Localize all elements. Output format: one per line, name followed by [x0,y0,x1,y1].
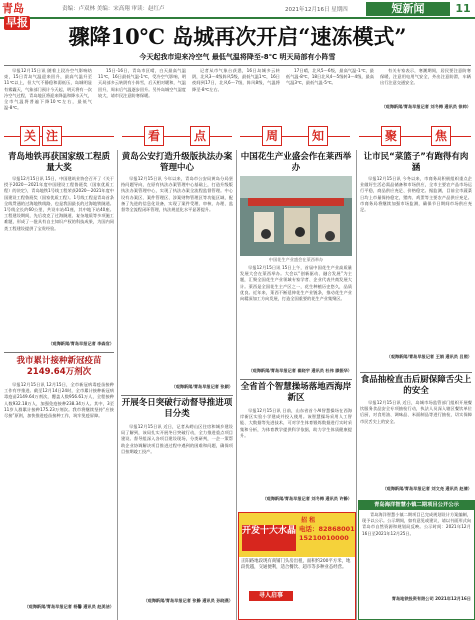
divider [360,372,472,373]
article-body: 早报12月15日讯 近日，岛城市场监管部门组织开展餐饮服务食品安全专项抽检行动，执法人员深入辖区餐饮单位后厨，对食用油、调味品、米面制品等进行抽检，切实保障市民舌尖上的安全。 [360,400,472,424]
lead-paragraph-1: 早报12月15日讯 随着上段冷空气影响结束，15日青岛气温迎来回升，最高气温升至11℃以上，但大气不静稳和弱低压，岛城明显有雾霾天，气象部门预计今天起，明天将有一次冷空气过程，青岛地区将迎来降温和降水天气，全市气温将普遍下降10℃左右，最低气温-8℃。 [4,68,92,111]
editor-credits: 责编：卢双林 美编：宋高翔 审读：赵红卢 [62,6,165,12]
issue-date: 2021年12月16日 星期四 [285,7,348,13]
article-author: （观海新闻/青岛早报记者 刘冬梅 通讯员 许静） [262,496,352,501]
band-char: 知 [308,126,328,146]
column-divider [236,150,237,620]
divider [4,65,471,66]
band-char: 焦 [431,126,451,146]
article-title: 食品抽检直击后厨保障舌尖上的安全 [360,375,472,396]
ad-tag: 寻人启事 [249,591,293,601]
sub-headline: 今天起我市迎来冷空气 最低气温将降至-8℃ 明天局部有小阵雪 [139,53,336,61]
band-char: 看 [144,126,164,146]
photo-caption: 中国花生产业盛会在莱西举办 [268,257,324,262]
band-view [118,123,236,150]
ad-label: 招 租 [301,517,316,524]
article-title: 让市民“菜篮子”有跑得有肉涵 [363,152,469,173]
newspaper-logo: 青岛早报 [2,2,28,29]
lead-paragraph-5: 有关专家表示，寒潮期间，居民要注意防寒保暖，注意用电用气安全，外出注意防滑，车辆出行注意交通安全。 [380,68,471,86]
divider [4,352,114,353]
notice-body: 青岛海洋智慧小镇二期项目已完成规划设计方案编制，现予以公示。公示期间，如有意见或建议，请以书面形式向青岛市自然资源和规划局反映。公示时间：2021年12月16日至2021年12月25日。 [362,512,471,536]
article-body: 早报12月15日讯 今冬以来，市商务局积极组织重点企业做好生活必需品储备和市场供应，全市主要农产品市场运行平稳，商品供应充足、价格稳定。据监测，目前全市蔬菜日均上市量保持稳定，猪肉、鸡蛋等主要农产品供应充足。市商务局将继续加强市场监测，确保节日期间市场供应充足。 [360,176,472,213]
article-body: 早报12月15日讯 近日，记者从崂山区住房和城乡建设局了解到，该局扎实开展冬日突破行动，全力推进重点项目建设。督导组深入各项目建设现场，分类研判，一企一策帮助企业协调解决项目推进过程中遇到的困难和问题，确保项目按期竣工投产。 [121,424,233,454]
main-headline: 骤降10℃ 岛城再次开启“速冻模式” [68,24,407,49]
band-gather [355,123,475,150]
article-title: 开展冬日突破行动督导推进项目分类 [121,398,233,419]
article-body: 早报12月15日讯 15日上午，首届中国花生产业高质量发展大会在莱西举办。大会以“创新驱动、融合发展”为主题，汇聚全国花生产业领域专家学者、企业代表共商发展大计。莱西是全国花生主产区之一，花生种植历史悠久，品质优良。近年来，莱西不断延伸花生产业链条，推动花生产业向精深加工方向发展，打造全国重要的花生产业集聚区。 [240,265,352,302]
article-author: （观海新闻/青岛早报记者 杨馨 通讯员 赵美洁） [24,604,114,609]
article-body: 早报12月15日讯 12月15日，全市新冠病毒疫苗接种工作有序推进。截至12月14日24时，全市累计接种新冠病毒疫苗2149.64万剂次，覆盖人数956.61万人，全程接种人数932.18万人，加强免疫接种238.34万人。其中，3至11岁人群累计接种175.23万剂次。我市将继续坚持“应接尽接”原则，加快推进疫苗接种工作，筑牢免疫屏障。 [4,382,114,419]
column-divider [117,150,118,620]
band-char: 点 [190,126,210,146]
advertisement [238,512,356,620]
band-char: 关 [20,126,40,146]
article-title: 黄岛公安打造升级版执法办案管理中心 [121,152,233,173]
public-notice [358,500,475,620]
column-divider [356,150,357,620]
article-body: 早报12月15日讯 日前，山东省首个AI智慧操场在西海岸新区实验小学建成并投入使用。该智慧操场采用人工智能、大数据等先进技术，可对学生体育锻炼数据进行实时采集和分析，为体育教学提供科学依据，助力学生体质健康提升。 [240,408,352,438]
band-week [236,123,354,150]
band-char: 聚 [381,126,401,146]
article-author: （观海新闻/青岛早报记者 李森官） [48,341,114,346]
band-focus [0,123,118,150]
article-title: 中国花生产业盛会作在莱西举办 [240,152,352,173]
ad-text: 正阳路地段现有商铺门头房出租，面积约200平方米，地段优越，交通便利，适合餐饮、超市等多种业态经营。 [241,559,351,571]
article-author: （观海新闻/青岛早报记者 张颖） [171,384,233,389]
article-title: 我市累计接种新冠疫苗2149.64万剂次 [16,356,102,377]
notice-footer: 青岛地铁投资有限公司 2021年12月16日 [391,596,471,601]
article-title: 青岛地铁再获国家级工程质量大奖 [7,152,110,173]
divider [121,395,233,396]
divider [240,379,352,380]
section-title: 短新闻 [366,2,450,16]
news-photo [240,176,352,256]
lead-author: （观海新闻/青岛早报记者 刘冬梅 通讯员 徐帅） [381,104,471,109]
lead-paragraph-4: 17日晴，北风5～6级，最高气温-1℃，最低气温-8℃，18日北风4～5级转3～4级，最高气温3℃，最低气温-5℃。 [286,68,374,86]
ad-phone: 电话：82868001 15210010000 [299,525,355,542]
lead-paragraph-2: 15日-16日，青岛市区晴，白天最高气温11℃，16日最低气温-1℃，受冷空气影响，明天局部多云转阴有小阵雪，后天相对暖和，气温回升，周末后气温逐步回升。另外岛城空气湿度较大，请市民注意防寒保暖。 [98,68,186,98]
lead-paragraph-3: 记者从市气象台获悉，16日岛城多云转阴，北风3～4级阵风5级，最低气温1℃，16日夜间到17日，北风6～7级，阵风8级，气温将降至-8℃左右。 [192,68,280,92]
article-author: （观海新闻/青岛早报记者 张静 通讯员 孙晓燕） [143,598,233,603]
article-author: （观海新闻/青岛早报记者 王娟 通讯员 吕照） [386,354,472,359]
ad-logo: 开发十大水晶 [242,525,296,551]
page-number: 11 [455,2,471,15]
notice-title: 青岛海洋智慧小镇二期项目公开公示 [359,501,474,510]
article-author: （观海新闻/青岛早报记者 崔晓宇 通讯员 杜伟 滕振华） [248,368,352,373]
band-char: 注 [42,126,62,146]
band-char: 周 [262,126,282,146]
article-title: 全省首个智慧操场落地西海岸新区 [240,382,352,403]
article-body: 早报12月15日讯 15日，中国建筑业协会召开了《关于授予2020～2021年度中国建设工程鲁班奖（国家优质工程）的决定》，青岛地铁1号线工程荣获2020～2021年度中国建设工程鲁班奖（国家优质工程）。1号线工程是青岛首条全线贯通的过海地铁线路，也是我国最长的过海地铁隧道。1号线全长约60公里，共设车站41座，其中地下站40座。工程建设期间，先后攻克了过海隧道、复杂地质等多项施工难题，形成了一批具有自主知识产权的科技成果，为国内同类工程建设提供了宝贵经验。 [4,176,114,231]
article-body: 早报12月15日讯 今年以来，青岛市公安局黄岛分局坚持问题导向，在原有执法办案管理中心基础上，打造升级版执法办案管理中心，实现了执法办案全流程监督管理。中心设有办案区、案件管理区、涉案财物管理区等功能区域，配备了先进的信息化设备，实现了案件受理、审核、办理、监督等全流程闭环管理，执法规范化水平显著提升。 [121,176,233,213]
article-author: （观海新闻/青岛早报记者 刘文尧 通讯员 赵倩） [382,486,472,491]
